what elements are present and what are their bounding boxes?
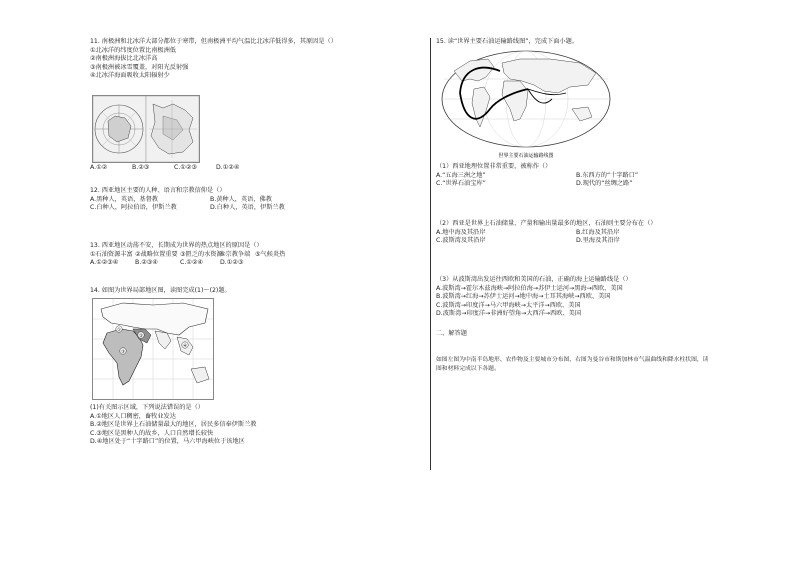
- q14-option-b[interactable]: B.②地区是世界上石油储量最大的地区，居民多信奉伊斯兰教: [90, 421, 257, 429]
- q15-sub1-option-d[interactable]: D.现代的“丝绸之路”: [576, 180, 633, 188]
- question-12: [90, 187, 285, 213]
- q11-option: ③南极洲被冰雪覆盖，对阳光反射强: [90, 63, 189, 71]
- q15-sub3: （3）从波斯湾出发运往西欧和美国的石油，正确的海上运输路线是（）: [436, 276, 632, 283]
- polar-map-figure: [92, 95, 200, 163]
- q11-option: ④北冰洋海面吸收太阳辐射少: [90, 72, 170, 80]
- column-divider: [430, 38, 431, 470]
- map14-label: ①: [116, 328, 122, 333]
- q13-item: ③匮乏的水资源: [180, 250, 223, 258]
- q11-option: ①北冰洋的纬度位置比南极洲低: [90, 46, 176, 54]
- question-11: [90, 38, 337, 81]
- q13-answer-d[interactable]: D.①②③: [220, 259, 244, 267]
- q15-sub2-option-b[interactable]: B.红海及其沿岸: [576, 228, 620, 236]
- world-regional-map-figure: [92, 298, 214, 400]
- q14-option-c[interactable]: C.③地区是黑种人的故乡，人口自然增长较快: [90, 429, 214, 437]
- q12-option-d[interactable]: D.白种人，英语，伊斯兰教: [210, 204, 285, 212]
- q11-answer-d[interactable]: D.①②④: [216, 164, 240, 171]
- q11-answer-a[interactable]: A.①②: [90, 164, 108, 171]
- q15-sub3-option-c[interactable]: C.波斯湾→印度洋→马六甲海峡→太平洋→西欧、美国: [436, 301, 581, 309]
- question-15-sub3: [436, 276, 632, 319]
- q15-sub1-option-c[interactable]: C.“世界石油宝库”: [436, 180, 486, 188]
- q12-stem: 12. 西亚地区主要的人种、语言和宗教信仰是（）: [90, 187, 226, 194]
- q12-option-a[interactable]: A.黑种人，英语，基督教: [90, 195, 158, 203]
- question-14-stem: [90, 287, 231, 296]
- question-15-sub1: [436, 163, 638, 189]
- q14-sub1: (1)有关图示区域，下列说法错误的是（）: [90, 404, 204, 411]
- section2-intro-line1: 如图左图为中南半岛地形、农作物及主要城市分布图，右图为曼谷市和斯加林市气温曲线和降水柱状图，读: [436, 357, 709, 363]
- q15-sub1-option-a[interactable]: A.“五海三洲之地”: [436, 171, 486, 179]
- q13-answer-c[interactable]: C.①②④: [180, 259, 203, 267]
- q13-item: ①石油资源丰富: [90, 250, 133, 258]
- q14-stem: 14. 如图为世界局部地区图，读图完成(1)～(2)题。: [90, 287, 231, 294]
- q15-stem: 15. 读“世界主要石油运输路线图”，完成下面小题。: [436, 38, 578, 45]
- q11-answer-b[interactable]: B.②③: [132, 164, 150, 171]
- q11-answer-c[interactable]: C.①②③: [174, 164, 197, 171]
- q15-sub3-option-a[interactable]: A.波斯湾→霍尔木兹海峡→阿拉伯海→苏伊士运河→黑海→西欧、美国: [436, 284, 623, 292]
- q12-option-b[interactable]: B.黄种人，英语，佛教: [210, 195, 272, 203]
- q14-option-d[interactable]: D.④地区处于“十字路口”的位置，马六甲海峡位于该地区: [90, 438, 245, 446]
- q13-item: ④宗教争端: [220, 250, 251, 258]
- q15-sub3-option-b[interactable]: B.波斯湾→红海→苏伊士运河→地中海→土耳其海峡→西欧、美国: [436, 293, 611, 301]
- q15-sub2-option-d[interactable]: D.里海及其沿岸: [576, 237, 620, 245]
- section-2-title: [436, 330, 467, 339]
- q13-stem: 13. 西亚地区动荡不安，长期成为世界的热点地区的原因是（）: [90, 242, 263, 249]
- question-15-stem: [436, 38, 578, 47]
- q11-answers: [90, 164, 258, 173]
- section-2-intro: [436, 356, 708, 373]
- q13-answer-b[interactable]: B.②③④: [135, 259, 158, 267]
- question-13: [90, 242, 285, 268]
- q12-option-c[interactable]: C.白种人，阿拉伯语，伊斯兰教: [90, 204, 177, 212]
- q15-sub1: （1）西亚地理位置非常重要，被称作（）: [436, 163, 552, 170]
- q13-answer-a[interactable]: A.①②③④: [90, 259, 119, 267]
- q13-item: ②战略位置重要: [135, 250, 178, 258]
- q13-item: ⑤气候炎热: [255, 250, 286, 258]
- q15-sub3-option-d[interactable]: D.波斯湾→印度洋→非洲好望角→大西洋→西欧、美国: [436, 310, 582, 318]
- map14-label: ②: [138, 334, 144, 339]
- q15-sub1-option-b[interactable]: B.东西方的“十字路口”: [576, 171, 639, 179]
- q11-stem: 11. 南极洲和北冰洋大部分都位于寒带，但南极洲平均气温比北冰洋低得多，其原因是（）: [90, 38, 337, 45]
- question-14-sub1: [90, 404, 256, 447]
- q15-sub2-option-a[interactable]: A.地中海及其沿岸: [436, 228, 486, 236]
- section2-intro-line2: 图和材料完成以下各题。: [436, 365, 500, 372]
- map14-label: ③: [120, 350, 126, 355]
- section-title: 二、解答题: [436, 330, 467, 337]
- oil-route-map-figure: [440, 49, 612, 159]
- question-15-sub2: [436, 220, 657, 246]
- q14-option-a[interactable]: A.①地区人口稠密，畜牧业发达: [90, 412, 176, 420]
- q15-sub2: （2）西亚是世界上石油储量、产量和输出量最多的地区，石油则主要分布在（）: [436, 220, 657, 227]
- q11-option: ②南极洲海拔比北冰洋高: [90, 55, 158, 63]
- map14-label: ④: [182, 344, 188, 349]
- q15-sub2-option-c[interactable]: C.波斯湾及其沿岸: [436, 237, 486, 245]
- map15-caption: 世界主要石油运输路线图: [498, 153, 554, 159]
